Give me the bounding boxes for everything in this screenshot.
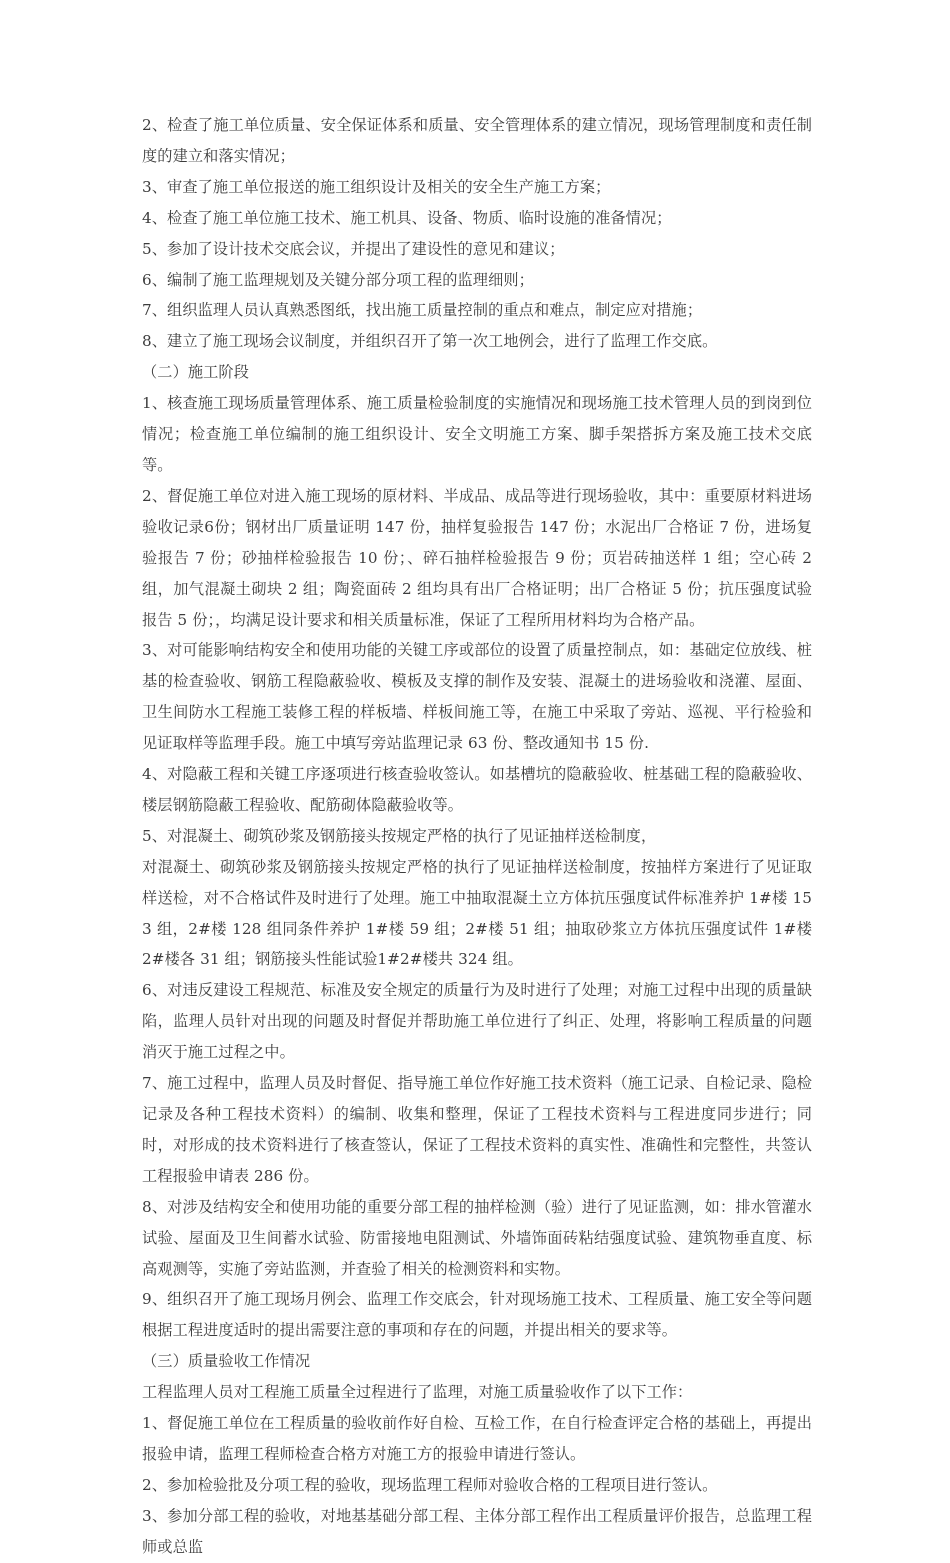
paragraph: 6、对违反建设工程规范、标准及安全规定的质量行为及时进行了处理；对施工过程中出现的质量缺陷，监理人员针对出现的问题及时督促并帮助施工单位进行了纠正、处理，将影响工程质量的问题消灭于施工过程之中。 [142, 981, 812, 1062]
paragraph: 8、对涉及结构安全和使用功能的重要分部工程的抽样检测（验）进行了见证监测，如：排水管灌水试验、屋面及卫生间蓄水试验、防雷接地电阻测试、外墙饰面砖粘结强度试验、建筑物垂直度、标高观测等，实施了旁站监测，并查验了相关的检测资料和实物。 [142, 1197, 812, 1278]
document-body [142, 110, 812, 1563]
paragraph: 2、检查了施工单位质量、安全保证体系和质量、安全管理体系的建立情况，现场管理制度和责任制度的建立和落实情况； [142, 116, 812, 165]
paragraph: 6、编制了施工监理规划及关键分部分项工程的监理细则； [142, 270, 534, 289]
section-heading: （三）质量验收工作情况 [142, 1352, 311, 1371]
section-heading: （二）施工阶段 [142, 363, 250, 382]
paragraph: 8、建立了施工现场会议制度，并组织召开了第一次工地例会，进行了监理工作交底。 [142, 332, 718, 351]
paragraph-continuation: 对混凝土、砌筑砂浆及钢筋接头按规定严格的执行了见证抽样送检制度，按抽样方案进行了见证取样送检，对不合格试件及时进行了处理。施工中抽取混凝土立方体抗压强度试件标准养护 1#楼 153 组，2#楼 128 组同条件养护 1#楼 59 组；2#楼 51 组；抽取砂浆立方体抗压强度试件 1#楼 2#楼各 31 组；钢筋接头性能试验1#2#楼共 324 组。 [142, 857, 812, 969]
paragraph: 3、参加分部工程的验收，对地基基础分部工程、主体分部工程作出工程质量评价报告，总监理工程师或总监 [142, 1506, 812, 1556]
paragraph: 5、参加了设计技术交底会议，并提出了建设性的意见和建议； [142, 239, 565, 258]
paragraph: 3、审查了施工单位报送的施工组织设计及相关的安全生产施工方案； [142, 177, 611, 196]
paragraph: 4、检查了施工单位施工技术、施工机具、设备、物质、临时设施的准备情况； [142, 208, 672, 227]
paragraph: 工程监理人员对工程施工质量全过程进行了监理，对施工质量验收作了以下工作： [142, 1383, 693, 1402]
paragraph: 2、参加检验批及分项工程的验收，现场监理工程师对验收合格的工程项目进行签认。 [142, 1475, 718, 1494]
paragraph: 5、对混凝土、砌筑砂浆及钢筋接头按规定严格的执行了见证抽样送检制度， [142, 826, 657, 845]
paragraph: 7、组织监理人员认真熟悉图纸，找出施工质量控制的重点和难点，制定应对措施； [142, 301, 703, 320]
paragraph: 4、对隐蔽工程和关键工序逐项进行核查验收签认。如基槽坑的隐蔽验收、桩基础工程的隐蔽验收、楼层钢筋隐蔽工程验收、配筋砌体隐蔽验收等。 [142, 765, 812, 814]
paragraph: 7、施工过程中，监理人员及时督促、指导施工单位作好施工技术资料（施工记录、自检记录、隐检记录及各种工程技术资料）的编制、收集和整理，保证了工程技术资料与工程进度同步进行；同时，对形成的技术资料进行了核查签认，保证了工程技术资料的真实性、准确性和完整性，共签认工程报验申请表 286 份。 [142, 1074, 812, 1185]
paragraph: 1、核查施工现场质量管理体系、施工质量检验制度的实施情况和现场施工技术管理人员的到岗到位情况；检查施工单位编制的施工组织设计、安全文明施工方案、脚手架搭拆方案及施工技术交底等。 [142, 394, 812, 474]
paragraph: 1、督促施工单位在工程质量的验收前作好自检、互检工作，在自行检查评定合格的基础上，再提出报验申请，监理工程师检查合格方对施工方的报验申请进行签认。 [142, 1414, 812, 1463]
paragraph: 3、对可能影响结构安全和使用功能的关键工序或部位的设置了质量控制点，如：基础定位放线、桩基的检查验收、钢筋工程隐蔽验收、模板及支撑的制作及安装、混凝土的进场验收和浇灌、屋面、卫生间防水工程施工装修工程的样板墙、样板间施工等，在施工中采取了旁站、巡视、平行检验和见证取样等监理手段。施工中填写旁站监理记录 63 份、整改通知书 15 份. [142, 641, 812, 753]
paragraph: 2、督促施工单位对进入施工现场的原材料、半成品、成品等进行现场验收，其中：重要原材料进场验收记录6份；钢材出厂质量证明 147 份，抽样复验报告 147 份；水泥出厂合格证 7 份，进场复验报告 7 份；砂抽样检验报告 10 份；、碎石抽样检验报告 9 份；页岩砖抽送样 1 组；空心砖 2 组，加气混凝土砌块 2 组；陶瓷面砖 2 组均具有出厂合格证明；出厂合格证 5 份；抗压强度试验报告 5 份；，均满足设计要求和相关质量标准，保证了工程所用材料均为合格产品。 [142, 486, 812, 629]
paragraph: 9、组织召开了施工现场月例会、监理工作交底会，针对现场施工技术、工程质量、施工安全等问题根据工程进度适时的提出需要注意的事项和存在的问题，并提出相关的要求等。 [142, 1290, 812, 1340]
